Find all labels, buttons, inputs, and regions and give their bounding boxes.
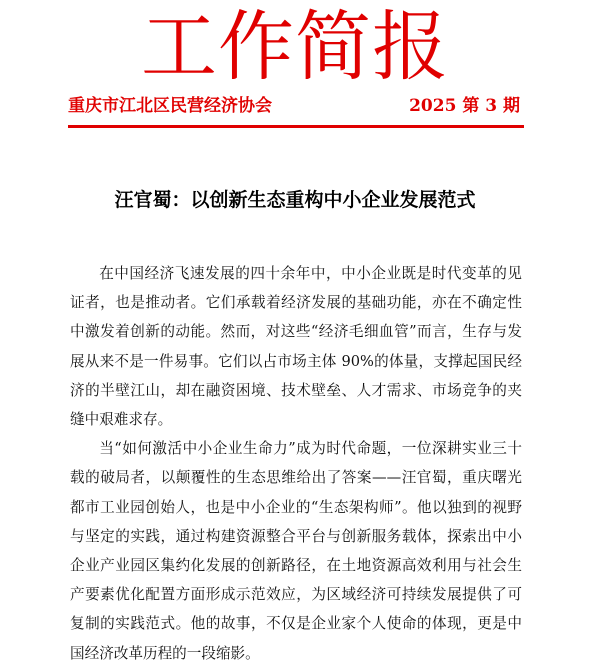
masthead-title: 工作简报 <box>141 2 449 91</box>
article-title: 汪官蜀：以创新生态重构中小企业发展范式 <box>114 189 476 211</box>
issue-number: 2025 第 3 期 <box>409 96 520 116</box>
masthead-divider <box>68 125 524 128</box>
article-body <box>70 259 522 668</box>
paragraph: 当“如何激活中小企业生命力”成为时代命题，一位深耕实业三十载的破局者，以颠覆性的生态思维给出了答案——汪官蜀，重庆曙光都市工业园创始人，也是中小企业的“生态架构师”。他以独到的视野与坚定的实践，通过构建资源整合平台与创新服务载体，探索出中小企业产业园区集约化发展的创新路径，在土地资源高效利用与社会生产要素优化配置方面形成示范效应，为区域经济可持续发展提供了可复制的实践范式。他的故事，不仅是企业家个人使命的体现，更是中国经济改革历程的一段缩影。 <box>70 440 522 662</box>
paragraph: 在中国经济飞速发展的四十余年中，中小企业既是时代变革的见证者，也是推动者。它们承载着经济发展的基础功能，亦在不确定性中激发着创新的动能。然而，对这些“经济毛细血管”而言，生存与发展从来不是一件易事。它们以占市场主体 90%的体量，支撑起国民经济的半壁江山，却在融资困境、技术壁垒、人才需求、市场竞争的夹缝中艰难求存。 <box>70 265 522 429</box>
organization-name: 重庆市江北区民营经济协会 <box>68 96 272 116</box>
